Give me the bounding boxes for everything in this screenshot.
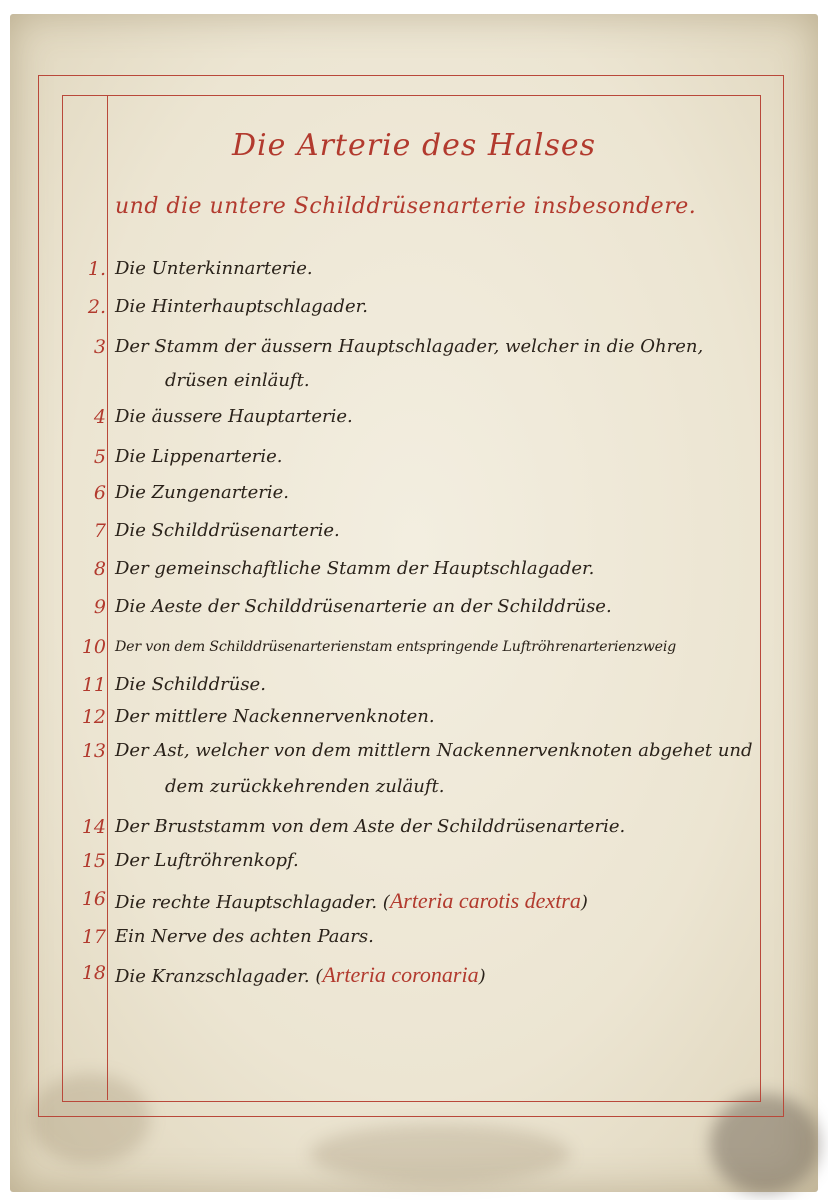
item-text: Die Hinterhauptschlagader. [115,296,368,317]
item-text [115,962,755,988]
item-number: 2. [87,296,106,318]
latin-name: Arteria coronaria [322,962,479,987]
closing-paren: ) [580,892,588,913]
item-text: Die Lippenarterie. [115,446,283,467]
item-number: 6 [93,482,106,504]
item-number: 16 [81,888,106,910]
closing-paren: ) [478,966,486,987]
item-text: Der Luftröhrenkopf. [115,850,299,871]
item-number: 11 [81,674,106,696]
item-text: Der mittlere Nackennervenknoten. [115,706,435,727]
item-number: 15 [81,850,106,872]
page-subtitle: und die untere Schilddrüsenarterie insbesondere. [115,194,697,219]
item-number: 5 [93,446,106,468]
latin-name: Arteria carotis dextra [389,888,581,913]
item-text [115,888,755,914]
item-text: Die Unterkinnarterie. [115,258,313,279]
item-text: Ein Nerve des achten Paars. [115,926,374,947]
item-text: Der von dem Schilddrüsenarterienstam entspringende Luftröhrenarterienzweig [115,639,677,655]
item-text: Die äussere Hauptarterie. [115,406,353,427]
item-number: 17 [81,926,106,948]
page-title: Die Arterie des Halses [231,128,597,163]
item-continuation: dem zurückkehrenden zuläuft. [165,776,445,797]
age-stain [310,1124,570,1184]
item-number: 9 [93,596,106,618]
item-text: Der Ast, welcher von dem mittlern Nackennervenknoten abgehet und [115,740,753,761]
item-number: 7 [93,520,106,542]
item-text: Die Schilddrüse. [115,674,266,695]
item-number: 10 [81,636,106,658]
item-text: Die Aeste der Schilddrüsenarterie an der Schilddrüse. [115,596,612,617]
item-number: 8 [93,558,106,580]
item-text: Der Stamm der äussern Hauptschlagader, welcher in die Ohren, [115,336,704,357]
item-text: Der Bruststamm von dem Aste der Schilddrüsenarterie. [115,816,626,837]
item-number: 13 [81,740,106,762]
item-text: Die Zungenarterie. [115,482,289,503]
item-number: 14 [81,816,106,838]
margin-rule [107,95,108,1100]
item-number: 18 [81,962,106,984]
item-text-german: Die Kranzschlagader. ( [115,966,323,987]
item-number: 4 [93,406,106,428]
item-text: Die Schilddrüsenarterie. [115,520,340,541]
item-text-german: Die rechte Hauptschlagader. ( [115,892,390,913]
item-text: Der gemeinschaftliche Stamm der Hauptschlagader. [115,558,595,579]
item-continuation: drüsen einläuft. [165,370,310,391]
item-number: 3 [93,336,106,358]
item-number: 12 [81,706,106,728]
item-number: 1. [87,258,106,280]
